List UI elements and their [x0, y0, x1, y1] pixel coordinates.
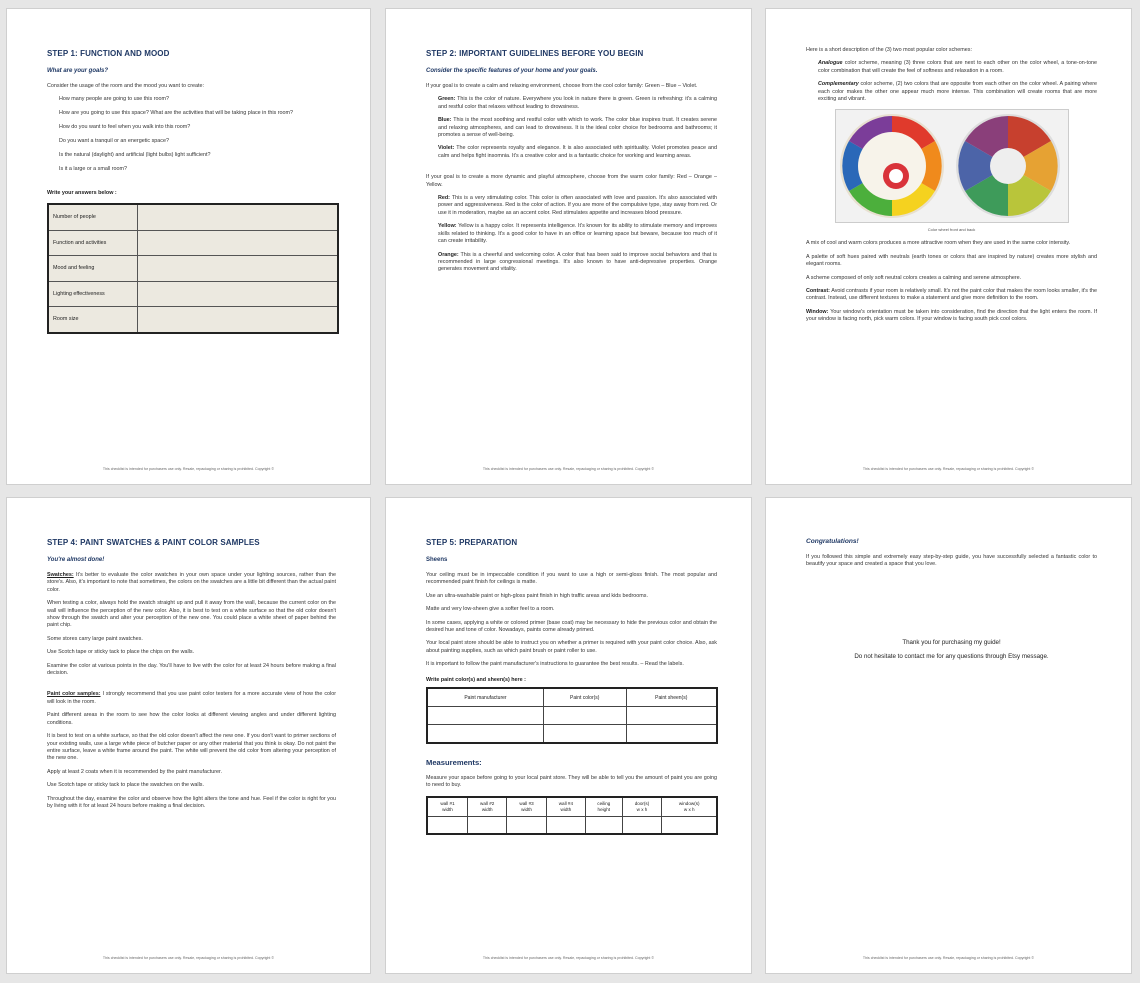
orange-text: This is a cheerful and welcoming color. A color that has been said to improve social behaviors and that is recommended in large congressional meetings. It's also known to have anti-depressive properties. Orange generates movement and vitality.: [438, 251, 717, 273]
green-label: Green:: [438, 96, 456, 103]
table-cell[interactable]: [622, 816, 662, 834]
body-paragraph: Use Scotch tape or sticky tack to place the chips on the walls.: [47, 649, 195, 656]
page-footer: This checklist is intended for purchasers use only. Resale, repackaging or sharing is prohibited. Copyright ©: [862, 956, 1035, 960]
column-header: window(s) w x h: [662, 797, 717, 817]
analogue-paragraph: [818, 60, 1097, 75]
contrast-text: Avoid contrasts if your room is relatively small. It's not the paint color that makes the room looks smaller, it's the contrast. Instead, use different textures to make a statement and give more definition to the room.: [806, 288, 1098, 302]
table-row: [48, 307, 338, 333]
page-title: STEP 5: PREPARATION: [426, 538, 518, 547]
page-title: STEP 1: FUNCTION AND MOOD: [47, 49, 170, 58]
red-text: This is a very stimulating color. This color is often associated with love and passion. It's also associated with power and aggressiveness. Red is the color of action. If you are more of the compulsive type, stay away from red. Or use it in moderation, maybe as an accent color. Red stimulates appetite and increases blood pressure.: [438, 195, 717, 216]
analogue-text: color scheme, meaning (3) three colors that are next to each other on the color wheel, a tone-on-tone color combination that will create the feel of softness and relaxation in a room.: [818, 60, 1098, 74]
table-cell[interactable]: [543, 707, 626, 725]
table-cell[interactable]: [507, 816, 546, 834]
body-paragraph: If you followed this simple and extremely easy step-by-step guide, you have successfully selected a fantastic color to beautify your space and created a space that you love.: [806, 554, 1097, 568]
green-text: This is the color of nature. Everywhere you look in nature there is green. Green is refreshing: it's a calming and restful color that relaxes without leading to drowsiness.: [438, 96, 717, 110]
column-header: Paint color(s): [543, 688, 626, 707]
complementary-text: color scheme, (2) two colors that are opposite from each other on the color wheel. A pairing where each color makes the other one appear much more intense. This combination will create rooms that are more exciting and vibrant.: [818, 81, 1097, 103]
page-step-5: [385, 497, 752, 974]
yellow-text: Yellow is a happy color. It represents intelligence. It's known for its ability to stimulate memory and improves skills related to thinking. It's a good color to have in an office or learning space but beware, because too much of it can create irritability.: [438, 223, 717, 245]
page-title: STEP 2: IMPORTANT GUIDELINES BEFORE YOU BEGIN: [426, 49, 644, 58]
question-item: Is the natural (daylight) and artificial (light bulbs) light sufficient?: [59, 152, 211, 159]
page-subtitle: Consider the specific features of your home and your goals.: [426, 68, 598, 74]
table-cell[interactable]: [546, 816, 585, 834]
answers-table: [47, 203, 339, 334]
warm-intro: If your goal is to create a more dynamic and playful atmosphere, choose from the warm color family: Red – Orange – Yellow.: [426, 174, 717, 188]
body-paragraph: Use an ultra-washable paint or high-gloss paint finish in high traffic areas and kids bedrooms.: [426, 592, 648, 599]
yellow-label: Yellow:: [438, 223, 457, 230]
table-row: [427, 816, 717, 834]
violet-label: Violet:: [438, 145, 455, 152]
page-title: Congratulations!: [806, 538, 859, 545]
page-footer: This checklist is intended for purchasers use only. Resale, repackaging or sharing is prohibited. Copyright ©: [862, 467, 1035, 471]
answer-cell[interactable]: [138, 230, 339, 256]
column-header: Paint sheen(s): [626, 688, 717, 707]
column-header: wall #2 width: [468, 797, 507, 817]
window-text: Your window's orientation must be taken into consideration, find the direction that the light enters the room. If your window is facing north, pick warm colors. If your window is facing south pick cool colors.: [806, 308, 1097, 323]
column-header: wall #3 width: [507, 797, 546, 817]
table-cell[interactable]: [468, 816, 507, 834]
answers-label: Write your answers below :: [47, 189, 117, 196]
table-row: [427, 707, 717, 725]
orange-paragraph: [438, 252, 717, 274]
table-cell[interactable]: [427, 816, 468, 834]
measurements-table: [426, 796, 718, 835]
contact-text: Do not hesitate to contact me for any questions through Etsy message.: [854, 652, 1049, 660]
page-subtitle: You're almost done!: [47, 557, 105, 563]
table-cell[interactable]: [543, 725, 626, 744]
color-wheel-icon: [836, 110, 1068, 222]
violet-paragraph: [438, 145, 717, 160]
body-paragraph: It is important to follow the paint manufacturer's instructions to guarantee the best results. – Read the labels.: [426, 661, 684, 668]
samples-text: I strongly recommend that you use paint color testers for a more accurate view of how the color will look in the room.: [47, 691, 337, 705]
table-row: [48, 281, 338, 307]
row-label: Function and activities: [48, 230, 138, 256]
body-paragraph: Matte and very low-sheen give a softer feel to a room.: [426, 606, 555, 613]
column-header: wall #4 width: [546, 797, 585, 817]
table-cell[interactable]: [662, 816, 717, 834]
orange-label: Orange:: [438, 251, 459, 258]
page-subtitle: Sheens: [426, 557, 448, 563]
table-row: [48, 204, 338, 230]
body-paragraph: When testing a color, always hold the swatch straight up and pull it away from the wall, because the current color on the wall will influence the perception of the new color. Also, it is best to test on a white surface so that the old color doesn't show through the swatch and alter your perception of the new one. You could place a white sheet of paper behind the paint chip.: [47, 600, 336, 629]
page-title: STEP 4: PAINT SWATCHES & PAINT COLOR SAMPLES: [47, 538, 260, 547]
swatches-label: Swatches:: [47, 572, 74, 578]
table-cell[interactable]: [427, 725, 543, 744]
column-header: ceiling height: [586, 797, 622, 817]
question-item: Is it a large or a small room?: [59, 166, 128, 173]
analogue-label: Analogue: [818, 60, 843, 67]
page-footer: This checklist is intended for purchasers use only. Resale, repackaging or sharing is prohibited. Copyright ©: [102, 956, 275, 960]
swatches-text: It's better to evaluate the color swatches in your own space under your lighting sources, rather than the store's. Also, it's important to note that sometimes, the colors on the swatches are a little bit different than the actual paint color.: [47, 572, 337, 593]
paint-table: [426, 687, 718, 744]
body-paragraph: Some stores carry large paint swatches.: [47, 635, 143, 642]
page-step-2: [385, 8, 752, 485]
color-wheel-image: [835, 109, 1069, 223]
samples-label: Paint color samples:: [47, 691, 101, 698]
answer-cell[interactable]: [138, 256, 339, 282]
body-paragraph: In some cases, applying a white or colored primer (base coat) may be necessary to hide the previous color and obtain the desired hue and tone of color. Nowadays, paints come already primed.: [426, 619, 717, 634]
question-item: Do you want a tranquil or an energetic space?: [59, 138, 169, 145]
table-row: [427, 797, 717, 817]
body-paragraph: A scheme composed of only soft neutral colors creates a calming and serene atmosphere.: [806, 274, 1022, 281]
swatches-paragraph: [47, 572, 336, 594]
page-subtitle: What are your goals?: [47, 68, 109, 74]
column-header: wall #1 width: [427, 797, 468, 817]
table-row: [427, 688, 717, 707]
body-paragraph: A mix of cool and warm colors produces a more attractive room when they are used in the same color intensity.: [806, 240, 1071, 247]
window-paragraph: [806, 309, 1097, 324]
page-step-1: [6, 8, 371, 485]
body-paragraph: Your ceiling must be in impeccable condition if you want to use a high or semi-gloss finish. The most popular and recommended paint finish for ceilings is matte.: [426, 572, 717, 586]
samples-paragraph: [47, 691, 336, 706]
cool-intro: If your goal is to create a calm and relaxing environment, choose from the cool color family: Green – Blue – Violet.: [426, 83, 698, 89]
page-footer: This checklist is intended for purchasers use only. Resale, repackaging or sharing is prohibited. Copyright ©: [482, 467, 655, 471]
table-row: [427, 725, 717, 744]
yellow-paragraph: [438, 223, 717, 245]
intro-text: Consider the usage of the room and the mood you want to create:: [47, 83, 205, 89]
paint-table-label: Write paint color(s) and sheen(s) here :: [426, 676, 526, 683]
column-header: door(s) w x h: [622, 797, 662, 817]
complementary-label: Complementary: [818, 81, 859, 88]
table-cell[interactable]: [586, 816, 622, 834]
question-item: How are you going to use this space? What are the activities that will be taking place in this room?: [59, 110, 294, 117]
body-paragraph: Your local paint store should be able to instruct you on whether a primer is required with your paint color choice. Also, ask about painting supplies, such as which paint brush or paint roller to use.: [426, 640, 717, 654]
table-cell[interactable]: [427, 707, 543, 725]
violet-text: The color represents royalty and elegance. It is also associated with spirituality. Violet promotes peace and calm and helps fight insomnia. It's a creative color and is a fantastic choice for working and learning areas.: [438, 145, 717, 159]
measurements-title: Measurements:: [426, 758, 482, 768]
schemes-intro: Here is a short description of the (3) two most popular color schemes:: [806, 47, 972, 53]
page-footer: This checklist is intended for purchasers use only. Resale, repackaging or sharing is prohibited. Copyright ©: [102, 467, 275, 471]
body-paragraph: Examine the color at various points in the day. You'll have to live with the color for at least 24 hours before making a final decision.: [47, 662, 336, 677]
body-paragraph: It is best to test on a white surface, so that the old color doesn't affect the new one. If you don't want to primer sections of your existing walls, use a large white piece of butcher paper or any other material that you think is okay. Do not paint the entire surface, leave a white frame around the paint. The white will prevent the old color from altering your perception of the new one.: [47, 733, 336, 762]
table-cell[interactable]: [626, 725, 717, 744]
red-paragraph: [438, 195, 717, 217]
window-label: Window:: [806, 308, 829, 315]
body-paragraph: Paint different areas in the room to see how the color looks at different viewing angles and under different lighting conditions.: [47, 712, 336, 726]
table-cell[interactable]: [626, 707, 717, 725]
row-label: Number of people: [48, 204, 138, 230]
contrast-label: Contrast:: [806, 288, 830, 295]
table-row: [48, 230, 338, 256]
body-paragraph: Use Scotch tape or sticky tack to place the swatches on the walls.: [47, 782, 205, 789]
blue-paragraph: [438, 117, 717, 139]
table-row: [48, 256, 338, 282]
page-step-4: [6, 497, 371, 974]
page-conclusion: [765, 497, 1132, 974]
thanks-text: Thank you for purchasing my guide!: [902, 638, 1001, 646]
complementary-paragraph: [818, 81, 1097, 103]
red-label: Red:: [438, 195, 450, 202]
body-paragraph: Throughout the day, examine the color and observe how the light alters the tone and hue. Feel if the color is right for you by living with it for at least 24 hours before making a final decision.: [47, 795, 336, 809]
blue-text: This is the most soothing and restful color with which to work. The color blue inspires trust. It creates serene and relaxing atmospheres, and can lead to drowsiness. It is the ideal color choice for bedrooms and bathrooms; it promotes a sense of well-being.: [438, 117, 718, 139]
question-item: How many people are going to use this room?: [59, 96, 169, 103]
row-label: Mood and feeling: [48, 256, 138, 282]
column-header: Paint manufacturer: [427, 688, 543, 707]
answer-cell[interactable]: [138, 204, 339, 230]
green-paragraph: [438, 96, 717, 111]
body-paragraph: Apply at least 2 coats when it is recommended by the paint manufacturer.: [47, 768, 222, 775]
blue-label: Blue:: [438, 117, 452, 124]
row-label: Room size: [48, 307, 138, 333]
page-step-3: [765, 8, 1132, 485]
answer-cell[interactable]: [138, 307, 339, 333]
question-item: How do you want to feel when you walk into this room?: [59, 124, 191, 131]
page-footer: This checklist is intended for purchasers use only. Resale, repackaging or sharing is prohibited. Copyright ©: [482, 956, 655, 960]
measurements-text: Measure your space before going to your local paint store. They will be able to tell you the amount of paint you are going to need to buy.: [426, 775, 717, 789]
row-label: Lighting effectiveness: [48, 281, 138, 307]
answer-cell[interactable]: [138, 281, 339, 307]
body-paragraph: A palette of soft hues paired with neutrals (earth tones or colors that are inspired by nature) creates more stylish and elegant rooms.: [806, 253, 1097, 268]
contrast-paragraph: [806, 288, 1097, 303]
image-caption: Color wheel front and back: [927, 227, 976, 233]
